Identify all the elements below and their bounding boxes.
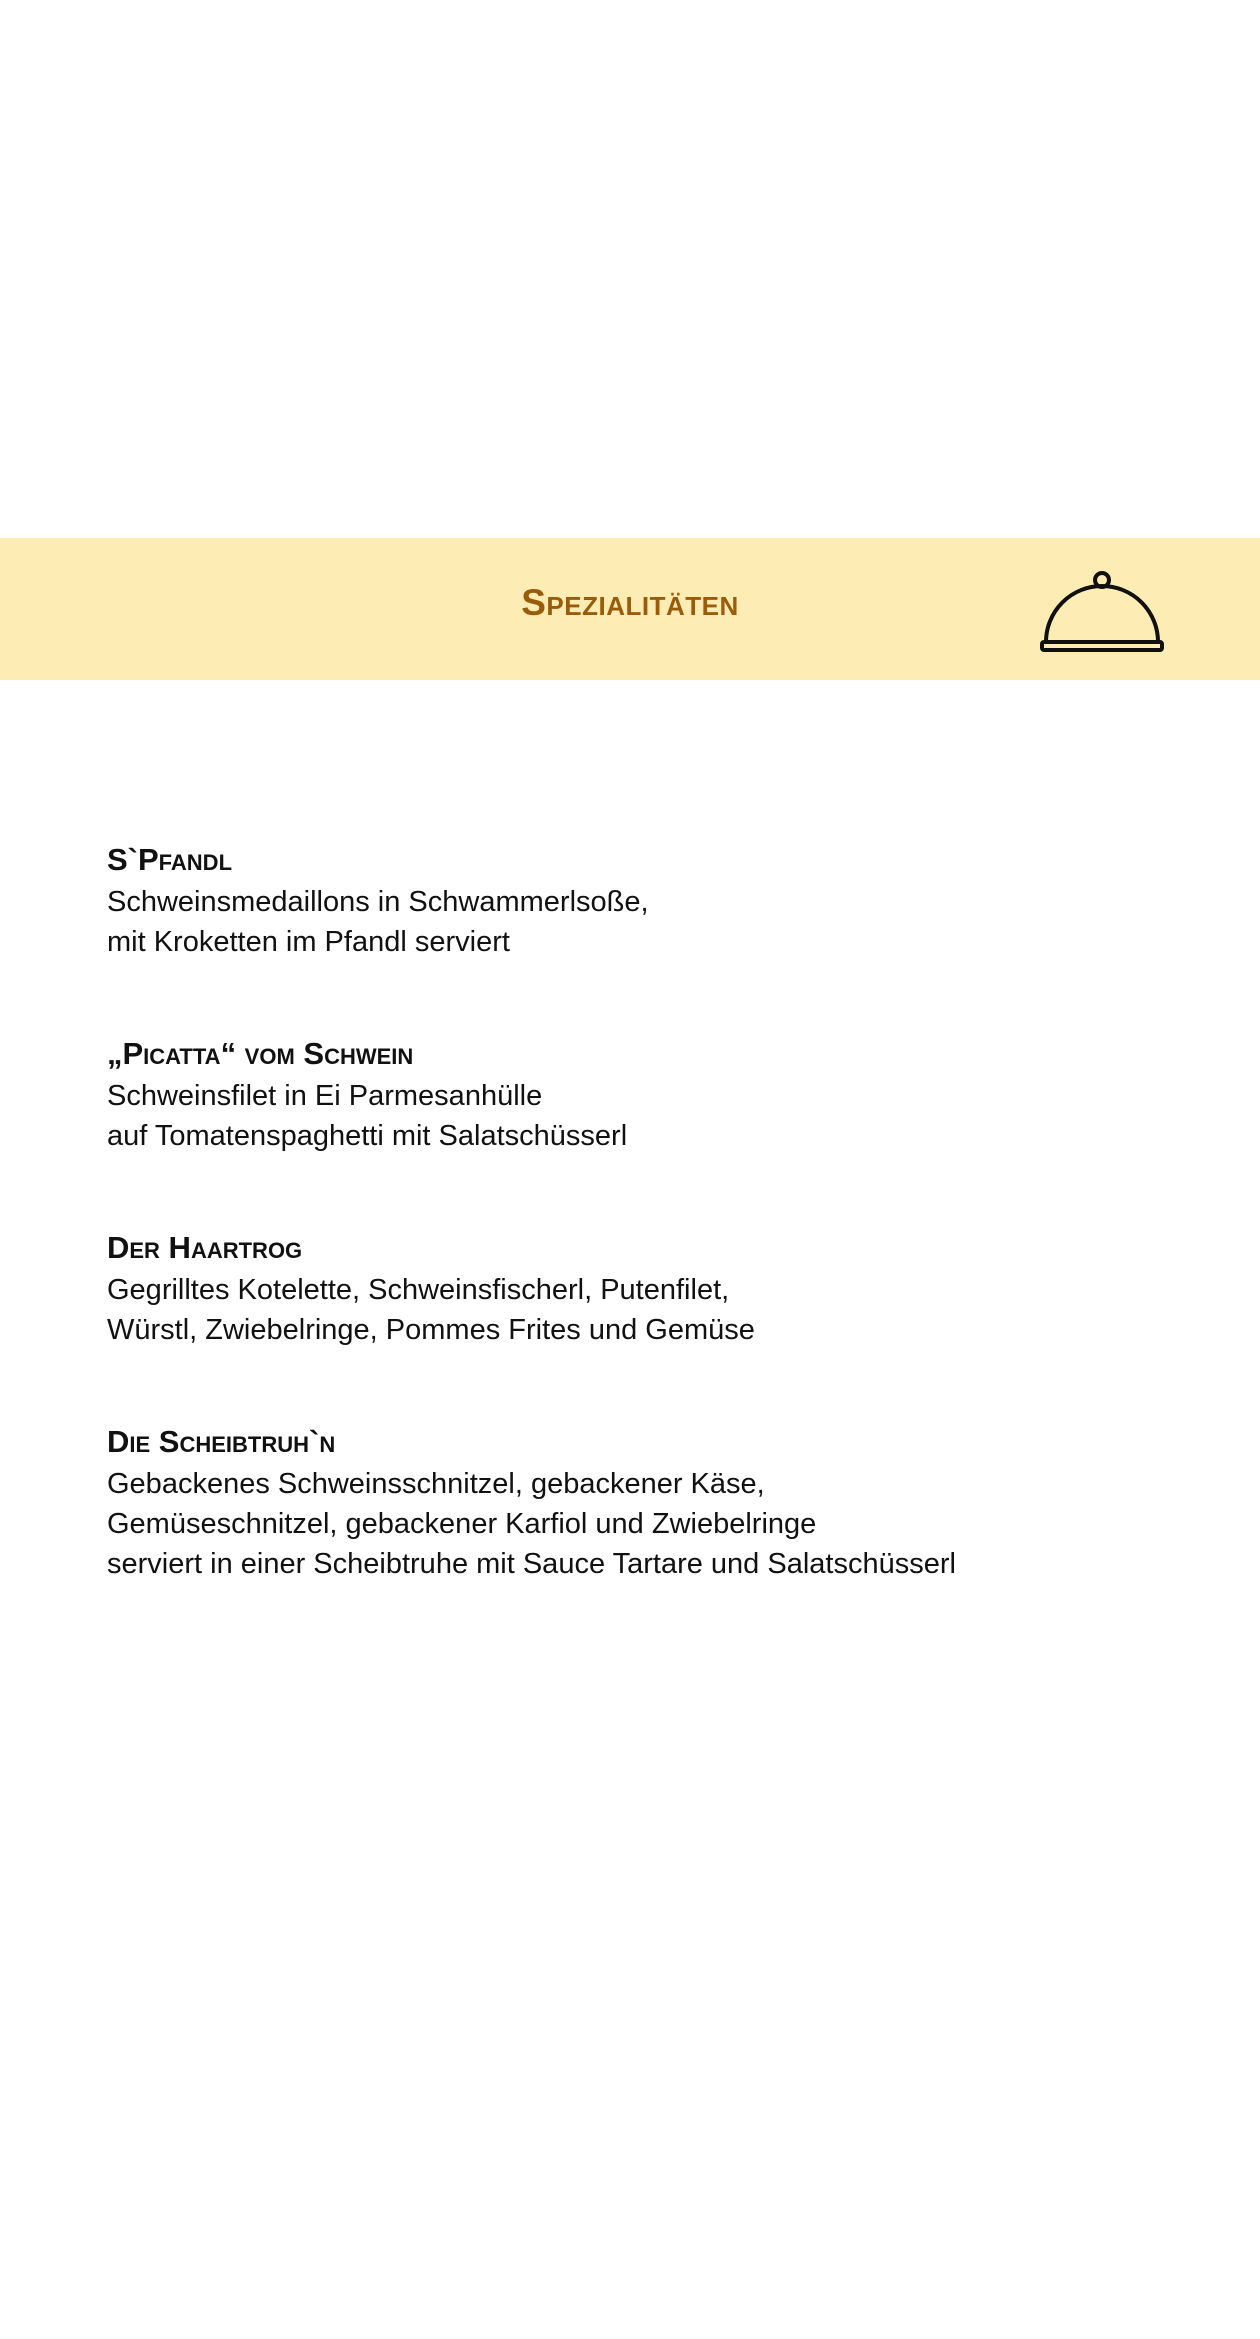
section-title: Spezialitäten	[521, 582, 739, 623]
dish-item	[107, 838, 1207, 962]
dish-description-line: Gemüseschnitzel, gebackener Karfiol und Zwiebelringe	[107, 1508, 817, 1540]
dish-item	[107, 1032, 1207, 1156]
dish-description-line: auf Tomatenspaghetti mit Salatschüsserl	[107, 1120, 628, 1152]
cloche-icon	[1038, 568, 1166, 654]
dish-description-line: Schweinsfilet in Ei Parmesanhülle	[107, 1080, 543, 1112]
dish-name: „Picatta“ vom Schwein	[107, 1036, 414, 1071]
dish-description-line: Gebackenes Schweinsschnitzel, gebackener Käse,	[107, 1468, 765, 1500]
dish-description-line: Würstl, Zwiebelringe, Pommes Frites und Gemüse	[107, 1314, 755, 1346]
dish-description-line: serviert in einer Scheibtruhe mit Sauce Tartare und Salatschüsserl	[107, 1548, 956, 1580]
dish-item	[107, 1226, 1207, 1350]
dish-name: Die Scheibtruh`n	[107, 1424, 336, 1459]
dish-description-line: Gegrilltes Kotelette, Schweinsfischerl, Putenfilet,	[107, 1274, 730, 1306]
dish-item	[107, 1420, 1207, 1584]
dish-name: S`Pfandl	[107, 842, 233, 877]
dish-description-line: Schweinsmedaillons in Schwammerlsoße,	[107, 886, 649, 918]
section-banner	[0, 538, 1260, 680]
dish-name: Der Haartrog	[107, 1230, 303, 1265]
dish-list	[107, 838, 1207, 1654]
dish-description-line: mit Kroketten im Pfandl serviert	[107, 926, 510, 958]
